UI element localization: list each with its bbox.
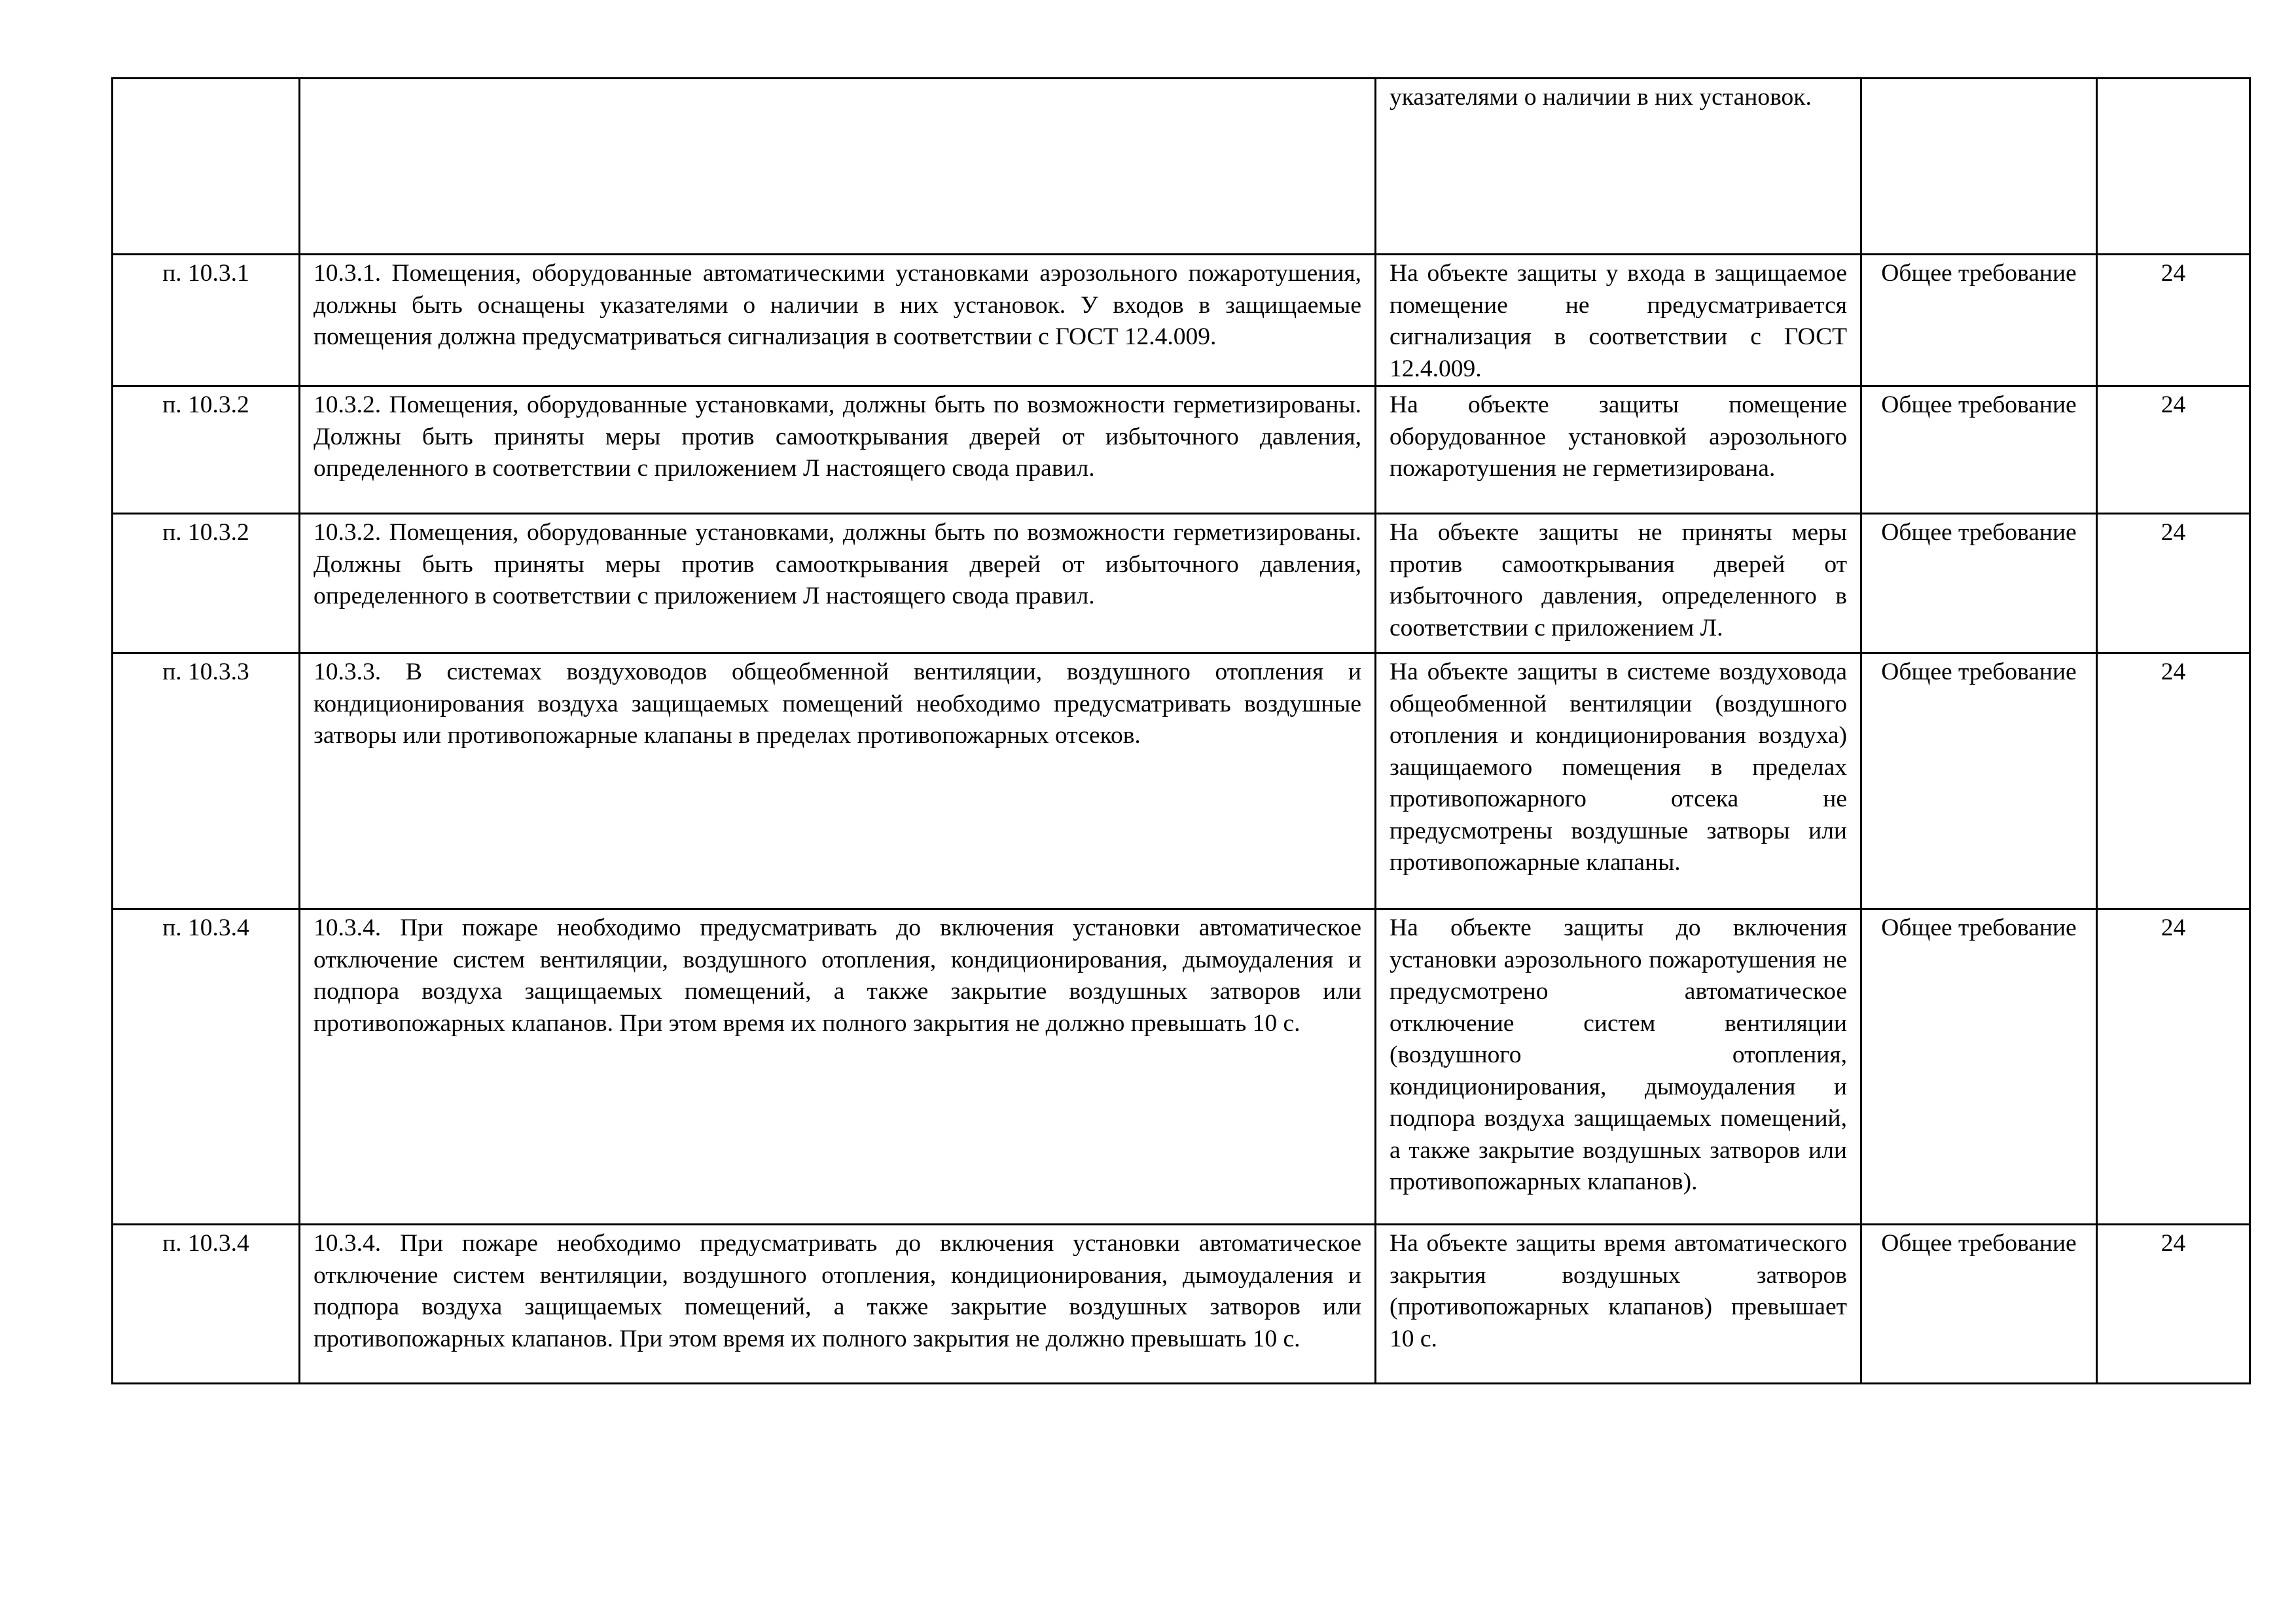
requirement-type-cell: Общее требование (1861, 386, 2097, 514)
violation-text-cell: На объекте защиты в системе воздуховода общеобменной вентиляции (воздушного отопления и кондиционирования воздуха) защищаемого помещения в пределах противопожарного отсека не предусмотрены воздушные затворы или противопожарные клапаны. (1376, 653, 1861, 909)
violation-text-cell: На объекте защиты до включения установки аэрозольного пожаротушения не предусмотрено автоматическое отключение систем вентиляции (воздушного отопления, кондиционирования, дымоудаления и подпора воздуха защищаемых помещений, а также закрытие воздушных затворов или противопожарных клапанов). (1376, 909, 1861, 1225)
clause-ref-cell: п. 10.3.1 (113, 255, 300, 386)
clause-ref-cell: п. 10.3.2 (113, 386, 300, 514)
requirement-type-cell: Общее требование (1861, 1225, 2097, 1384)
requirement-type-cell: Общее требование (1861, 255, 2097, 386)
requirement-text-cell: 10.3.2. Помещения, оборудованные установками, должны быть по возможности герметизированы. Должны быть приняты меры против самооткрывания дверей от избыточного давления, определенного в соответствии с приложением Л настоящего свода правил. (300, 514, 1376, 653)
requirement-text-cell: 10.3.4. При пожаре необходимо предусматривать до включения установки автоматическое отключение систем вентиляции, воздушного отопления, кондиционирования, дымоудаления и подпора воздуха защищаемых помещений, а также закрытие воздушных затворов или противопожарных клапанов. При этом время их полного закрытия не должно превышать 10 с. (300, 1225, 1376, 1384)
number-cell (2097, 79, 2250, 255)
number-cell: 24 (2097, 653, 2250, 909)
violation-text-cell: На объекте защиты не приняты меры против самооткрывания дверей от избыточного давления, определенного в соответствии с приложением Л. (1376, 514, 1861, 653)
clause-ref-cell: п. 10.3.4 (113, 1225, 300, 1384)
requirement-type-cell (1861, 79, 2097, 255)
requirements-table (111, 77, 2251, 1384)
requirement-text-cell: 10.3.2. Помещения, оборудованные установками, должны быть по возможности герметизированы. Должны быть приняты меры против самооткрывания дверей от избыточного давления, определенного в соответствии с приложением Л настоящего свода правил. (300, 386, 1376, 514)
number-cell: 24 (2097, 255, 2250, 386)
requirement-text-cell: 10.3.1. Помещения, оборудованные автоматическими установками аэрозольного пожаротушения, должны быть оснащены указателями о наличии в них установок. У входов в защищаемые помещения должна предусматриваться сигнализация в соответствии с ГОСТ 12.4.009. (300, 255, 1376, 386)
table-row (113, 386, 2250, 514)
requirement-text-cell: 10.3.3. В системах воздуховодов общеобменной вентиляции, воздушного отопления и кондиционирования воздуха защищаемых помещений необходимо предусматривать воздушные затворы или противопожарные клапаны в пределах противопожарных отсеков. (300, 653, 1376, 909)
table-row (113, 653, 2250, 909)
requirement-text-cell (300, 79, 1376, 255)
requirement-text-cell: 10.3.4. При пожаре необходимо предусматривать до включения установки автоматическое отключение систем вентиляции, воздушного отопления, кондиционирования, дымоудаления и подпора воздуха защищаемых помещений, а также закрытие воздушных затворов или противопожарных клапанов. При этом время их полного закрытия не должно превышать 10 с. (300, 909, 1376, 1225)
number-cell: 24 (2097, 514, 2250, 653)
table-row (113, 909, 2250, 1225)
violation-text-cell: На объекте защиты помещение оборудованное установкой аэрозольного пожаротушения не герметизирована. (1376, 386, 1861, 514)
clause-ref-cell: п. 10.3.3 (113, 653, 300, 909)
clause-ref-cell: п. 10.3.2 (113, 514, 300, 653)
requirement-type-cell: Общее требование (1861, 514, 2097, 653)
requirement-type-cell: Общее требование (1861, 653, 2097, 909)
number-cell: 24 (2097, 386, 2250, 514)
violation-text-cell: На объекте защиты у входа в защищаемое помещение не предусматривается сигнализация в соответствии с ГОСТ 12.4.009. (1376, 255, 1861, 386)
clause-ref-cell (113, 79, 300, 255)
number-cell: 24 (2097, 909, 2250, 1225)
table-row (113, 1225, 2250, 1384)
table-row (113, 79, 2250, 255)
violation-text-cell: указателями о наличии в них установок. (1376, 79, 1861, 255)
table-row (113, 514, 2250, 653)
requirement-type-cell: Общее требование (1861, 909, 2097, 1225)
clause-ref-cell: п. 10.3.4 (113, 909, 300, 1225)
violation-text-cell: На объекте защиты время автоматического закрытия воздушных затворов (противопожарных клапанов) превышает 10 с. (1376, 1225, 1861, 1384)
number-cell: 24 (2097, 1225, 2250, 1384)
table-row (113, 255, 2250, 386)
